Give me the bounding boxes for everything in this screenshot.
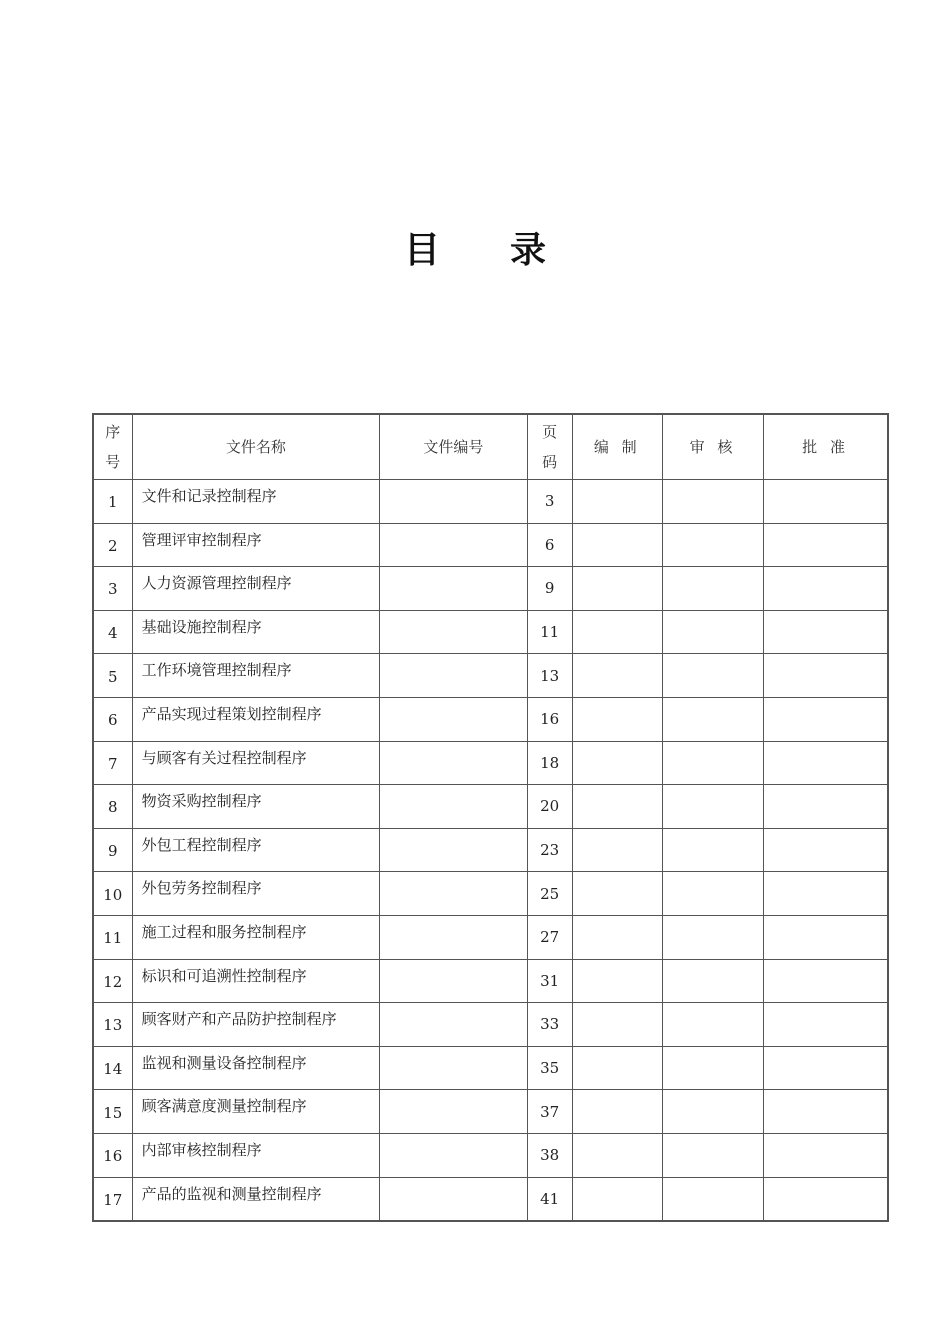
row-page-number: 16 (527, 697, 572, 741)
table-row (93, 959, 888, 1003)
table-row (93, 654, 888, 698)
row-author (572, 872, 662, 916)
row-approver (764, 872, 888, 916)
row-approver (764, 567, 888, 611)
row-document-name: 标识和可追溯性控制程序 (132, 959, 380, 1003)
row-page-number: 27 (527, 915, 572, 959)
header-num-line1: 序 (105, 423, 121, 441)
row-author (572, 697, 662, 741)
table-row (93, 610, 888, 654)
table-row (93, 1003, 888, 1047)
row-number: 11 (93, 915, 132, 959)
row-document-code (380, 1090, 527, 1134)
row-approver (764, 828, 888, 872)
row-page-number: 20 (527, 785, 572, 829)
row-document-name: 外包劳务控制程序 (132, 872, 380, 916)
row-document-code (380, 959, 527, 1003)
row-document-code (380, 872, 527, 916)
row-document-code (380, 480, 527, 524)
row-document-code (380, 915, 527, 959)
row-approver (764, 1046, 888, 1090)
row-reviewer (662, 523, 763, 567)
row-page-number: 25 (527, 872, 572, 916)
header-row (93, 414, 888, 480)
row-page-number: 11 (527, 610, 572, 654)
header-review: 审 核 (662, 414, 763, 480)
row-approver (764, 1177, 888, 1221)
table-row (93, 697, 888, 741)
row-document-code (380, 567, 527, 611)
row-approver (764, 785, 888, 829)
row-document-name: 工作环境管理控制程序 (132, 654, 380, 698)
row-page-number: 6 (527, 523, 572, 567)
row-document-name: 管理评审控制程序 (132, 523, 380, 567)
row-page-number: 33 (527, 1003, 572, 1047)
row-reviewer (662, 1003, 763, 1047)
row-reviewer (662, 1046, 763, 1090)
row-reviewer (662, 697, 763, 741)
header-name: 文件名称 (132, 414, 380, 480)
row-document-code (380, 1046, 527, 1090)
row-author (572, 1133, 662, 1177)
row-document-name: 产品实现过程策划控制程序 (132, 697, 380, 741)
row-document-name: 顾客满意度测量控制程序 (132, 1090, 380, 1134)
row-document-code (380, 1133, 527, 1177)
row-document-code (380, 654, 527, 698)
row-page-number: 38 (527, 1133, 572, 1177)
table-row (93, 1133, 888, 1177)
header-page-line1: 页 (542, 423, 558, 441)
row-number: 14 (93, 1046, 132, 1090)
row-approver (764, 480, 888, 524)
row-author (572, 785, 662, 829)
row-number: 13 (93, 1003, 132, 1047)
row-number: 7 (93, 741, 132, 785)
row-number: 12 (93, 959, 132, 1003)
header-code: 文件编号 (380, 414, 527, 480)
row-number: 3 (93, 567, 132, 611)
row-document-name: 外包工程控制程序 (132, 828, 380, 872)
row-document-name: 产品的监视和测量控制程序 (132, 1177, 380, 1221)
table-row (93, 915, 888, 959)
row-author (572, 741, 662, 785)
row-author (572, 828, 662, 872)
row-approver (764, 915, 888, 959)
row-approver (764, 1090, 888, 1134)
row-reviewer (662, 785, 763, 829)
header-num-line2: 号 (105, 453, 121, 471)
row-document-name: 物资采购控制程序 (132, 785, 380, 829)
row-number: 8 (93, 785, 132, 829)
table-row (93, 523, 888, 567)
row-author (572, 1046, 662, 1090)
row-document-code (380, 1003, 527, 1047)
table-row (93, 1046, 888, 1090)
row-document-code (380, 1177, 527, 1221)
row-reviewer (662, 480, 763, 524)
table-row (93, 567, 888, 611)
row-reviewer (662, 959, 763, 1003)
row-document-code (380, 523, 527, 567)
row-number: 6 (93, 697, 132, 741)
table-row (93, 480, 888, 524)
row-document-code (380, 610, 527, 654)
row-document-name: 与顾客有关过程控制程序 (132, 741, 380, 785)
row-author (572, 915, 662, 959)
header-page (527, 414, 572, 480)
row-author (572, 610, 662, 654)
row-number: 17 (93, 1177, 132, 1221)
table-row (93, 872, 888, 916)
row-author (572, 1090, 662, 1134)
row-page-number: 9 (527, 567, 572, 611)
page-title (0, 222, 950, 273)
row-document-name: 文件和记录控制程序 (132, 480, 380, 524)
row-document-code (380, 697, 527, 741)
row-page-number: 31 (527, 959, 572, 1003)
row-author (572, 1177, 662, 1221)
row-document-name: 人力资源管理控制程序 (132, 567, 380, 611)
row-reviewer (662, 567, 763, 611)
row-page-number: 18 (527, 741, 572, 785)
row-page-number: 41 (527, 1177, 572, 1221)
row-reviewer (662, 915, 763, 959)
row-document-code (380, 828, 527, 872)
row-document-name: 基础设施控制程序 (132, 610, 380, 654)
row-page-number: 23 (527, 828, 572, 872)
toc-header (93, 414, 888, 480)
row-author (572, 1003, 662, 1047)
row-number: 5 (93, 654, 132, 698)
row-author (572, 654, 662, 698)
row-reviewer (662, 872, 763, 916)
header-page-line2: 码 (542, 453, 558, 471)
header-author: 编 制 (572, 414, 662, 480)
row-author (572, 480, 662, 524)
row-page-number: 13 (527, 654, 572, 698)
row-number: 16 (93, 1133, 132, 1177)
title-char-1: 目 (403, 230, 440, 271)
row-page-number: 3 (527, 480, 572, 524)
row-reviewer (662, 610, 763, 654)
row-number: 2 (93, 523, 132, 567)
row-reviewer (662, 654, 763, 698)
row-page-number: 35 (527, 1046, 572, 1090)
toc-body (93, 480, 888, 1221)
header-num (93, 414, 132, 480)
row-approver (764, 1133, 888, 1177)
table-row (93, 1090, 888, 1134)
title-char-2: 录 (510, 230, 547, 271)
table-row (93, 1177, 888, 1221)
row-approver (764, 654, 888, 698)
row-reviewer (662, 1090, 763, 1134)
row-approver (764, 1003, 888, 1047)
row-number: 9 (93, 828, 132, 872)
row-number: 10 (93, 872, 132, 916)
row-author (572, 567, 662, 611)
row-page-number: 37 (527, 1090, 572, 1134)
row-document-name: 施工过程和服务控制程序 (132, 915, 380, 959)
row-document-code (380, 785, 527, 829)
row-number: 1 (93, 480, 132, 524)
row-reviewer (662, 1177, 763, 1221)
header-approve: 批 准 (764, 414, 888, 480)
row-reviewer (662, 741, 763, 785)
row-number: 15 (93, 1090, 132, 1134)
row-approver (764, 697, 888, 741)
row-approver (764, 741, 888, 785)
table-row (93, 828, 888, 872)
table-row (93, 785, 888, 829)
row-author (572, 523, 662, 567)
row-reviewer (662, 1133, 763, 1177)
row-document-code (380, 741, 527, 785)
row-approver (764, 610, 888, 654)
table-row (93, 741, 888, 785)
row-approver (764, 959, 888, 1003)
row-author (572, 959, 662, 1003)
row-document-name: 内部审核控制程序 (132, 1133, 380, 1177)
row-reviewer (662, 828, 763, 872)
row-approver (764, 523, 888, 567)
row-number: 4 (93, 610, 132, 654)
row-document-name: 顾客财产和产品防护控制程序 (132, 1003, 380, 1047)
row-document-name: 监视和测量设备控制程序 (132, 1046, 380, 1090)
toc-table (92, 413, 889, 1222)
